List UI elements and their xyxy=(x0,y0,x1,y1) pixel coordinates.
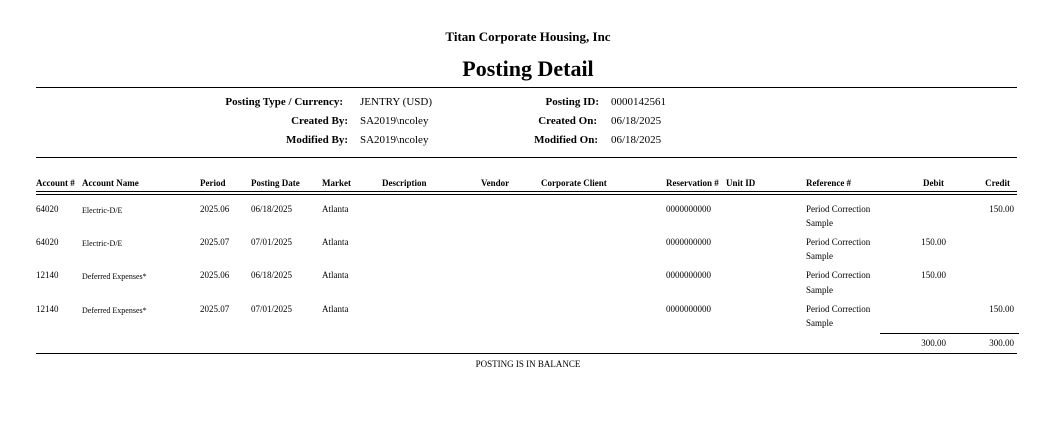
cell-reference-line1: Period Correction xyxy=(806,237,871,247)
cell-period: 2025.07 xyxy=(200,304,230,314)
col-credit: Credit xyxy=(985,178,1010,188)
posting-type-label: Posting Type / Currency: xyxy=(225,96,343,108)
modified-on-value: 06/18/2025 xyxy=(611,134,662,146)
company-name: Titan Corporate Housing, Inc xyxy=(445,29,611,44)
cell-period: 2025.06 xyxy=(200,270,230,280)
meta-divider xyxy=(36,157,1017,158)
cell-reservation: 0000000000 xyxy=(666,304,711,314)
total-credit: 300.00 xyxy=(989,338,1014,348)
cell-posting-date: 06/18/2025 xyxy=(251,270,293,280)
cell-posting-date: 07/01/2025 xyxy=(251,237,293,247)
created-on-value: 06/18/2025 xyxy=(611,115,662,127)
created-by-label: Created By: xyxy=(291,115,348,127)
col-period: Period xyxy=(200,178,226,188)
modified-on-label: Modified On: xyxy=(534,134,598,146)
header-divider xyxy=(36,87,1017,88)
col-posting-date: Posting Date xyxy=(251,178,300,188)
cell-account-name: Deferred Expenses* xyxy=(82,272,147,281)
footer-divider xyxy=(36,353,1017,354)
report-title: Posting Detail xyxy=(462,56,594,81)
modified-by-value: SA2019\ncoley xyxy=(360,134,429,146)
col-description: Description xyxy=(382,178,427,188)
column-header-rule-bottom xyxy=(36,194,1017,195)
col-corporate-client: Corporate Client xyxy=(541,178,607,188)
balance-status: POSTING IS IN BALANCE xyxy=(475,359,581,369)
cell-account: 12140 xyxy=(36,270,59,280)
cell-account: 64020 xyxy=(36,204,59,214)
posting-id-value: 0000142561 xyxy=(611,96,666,108)
col-account-name: Account Name xyxy=(82,178,139,188)
cell-market: Atlanta xyxy=(322,270,349,280)
cell-account-name: Deferred Expenses* xyxy=(82,306,147,315)
col-reference: Reference # xyxy=(806,178,852,188)
cell-reference-line2: Sample xyxy=(806,218,833,228)
created-on-label: Created On: xyxy=(538,115,597,127)
cell-posting-date: 07/01/2025 xyxy=(251,304,293,314)
cell-reservation: 0000000000 xyxy=(666,270,711,280)
cell-account-name: Electric-D/E xyxy=(82,239,123,248)
column-header-rule-top xyxy=(36,191,1017,192)
cell-market: Atlanta xyxy=(322,204,349,214)
cell-reservation: 0000000000 xyxy=(666,204,711,214)
col-debit: Debit xyxy=(923,178,944,188)
cell-reservation: 0000000000 xyxy=(666,237,711,247)
cell-credit: 150.00 xyxy=(989,204,1014,214)
cell-market: Atlanta xyxy=(322,237,349,247)
cell-reference-line1: Period Correction xyxy=(806,204,871,214)
cell-reference-line1: Period Correction xyxy=(806,304,871,314)
created-by-value: SA2019\ncoley xyxy=(360,115,429,127)
col-vendor: Vendor xyxy=(481,178,510,188)
cell-reference-line2: Sample xyxy=(806,318,833,328)
col-reservation: Reservation # xyxy=(666,178,719,188)
cell-debit: 150.00 xyxy=(921,237,946,247)
cell-market: Atlanta xyxy=(322,304,349,314)
posting-type-value: JENTRY (USD) xyxy=(360,96,433,108)
cell-posting-date: 06/18/2025 xyxy=(251,204,293,214)
cell-account: 64020 xyxy=(36,237,59,247)
cell-debit: 150.00 xyxy=(921,270,946,280)
cell-reference-line2: Sample xyxy=(806,251,833,261)
col-account: Account # xyxy=(36,178,75,188)
cell-reference-line2: Sample xyxy=(806,285,833,295)
posting-id-label: Posting ID: xyxy=(545,96,599,108)
cell-reference-line1: Period Correction xyxy=(806,270,871,280)
cell-credit: 150.00 xyxy=(989,304,1014,314)
col-unit-id: Unit ID xyxy=(726,178,756,188)
cell-account: 12140 xyxy=(36,304,59,314)
col-market: Market xyxy=(322,178,351,188)
cell-account-name: Electric-D/E xyxy=(82,206,123,215)
cell-period: 2025.07 xyxy=(200,237,230,247)
total-debit: 300.00 xyxy=(921,338,946,348)
modified-by-label: Modified By: xyxy=(285,134,348,146)
totals-rule xyxy=(880,333,1019,334)
cell-period: 2025.06 xyxy=(200,204,230,214)
